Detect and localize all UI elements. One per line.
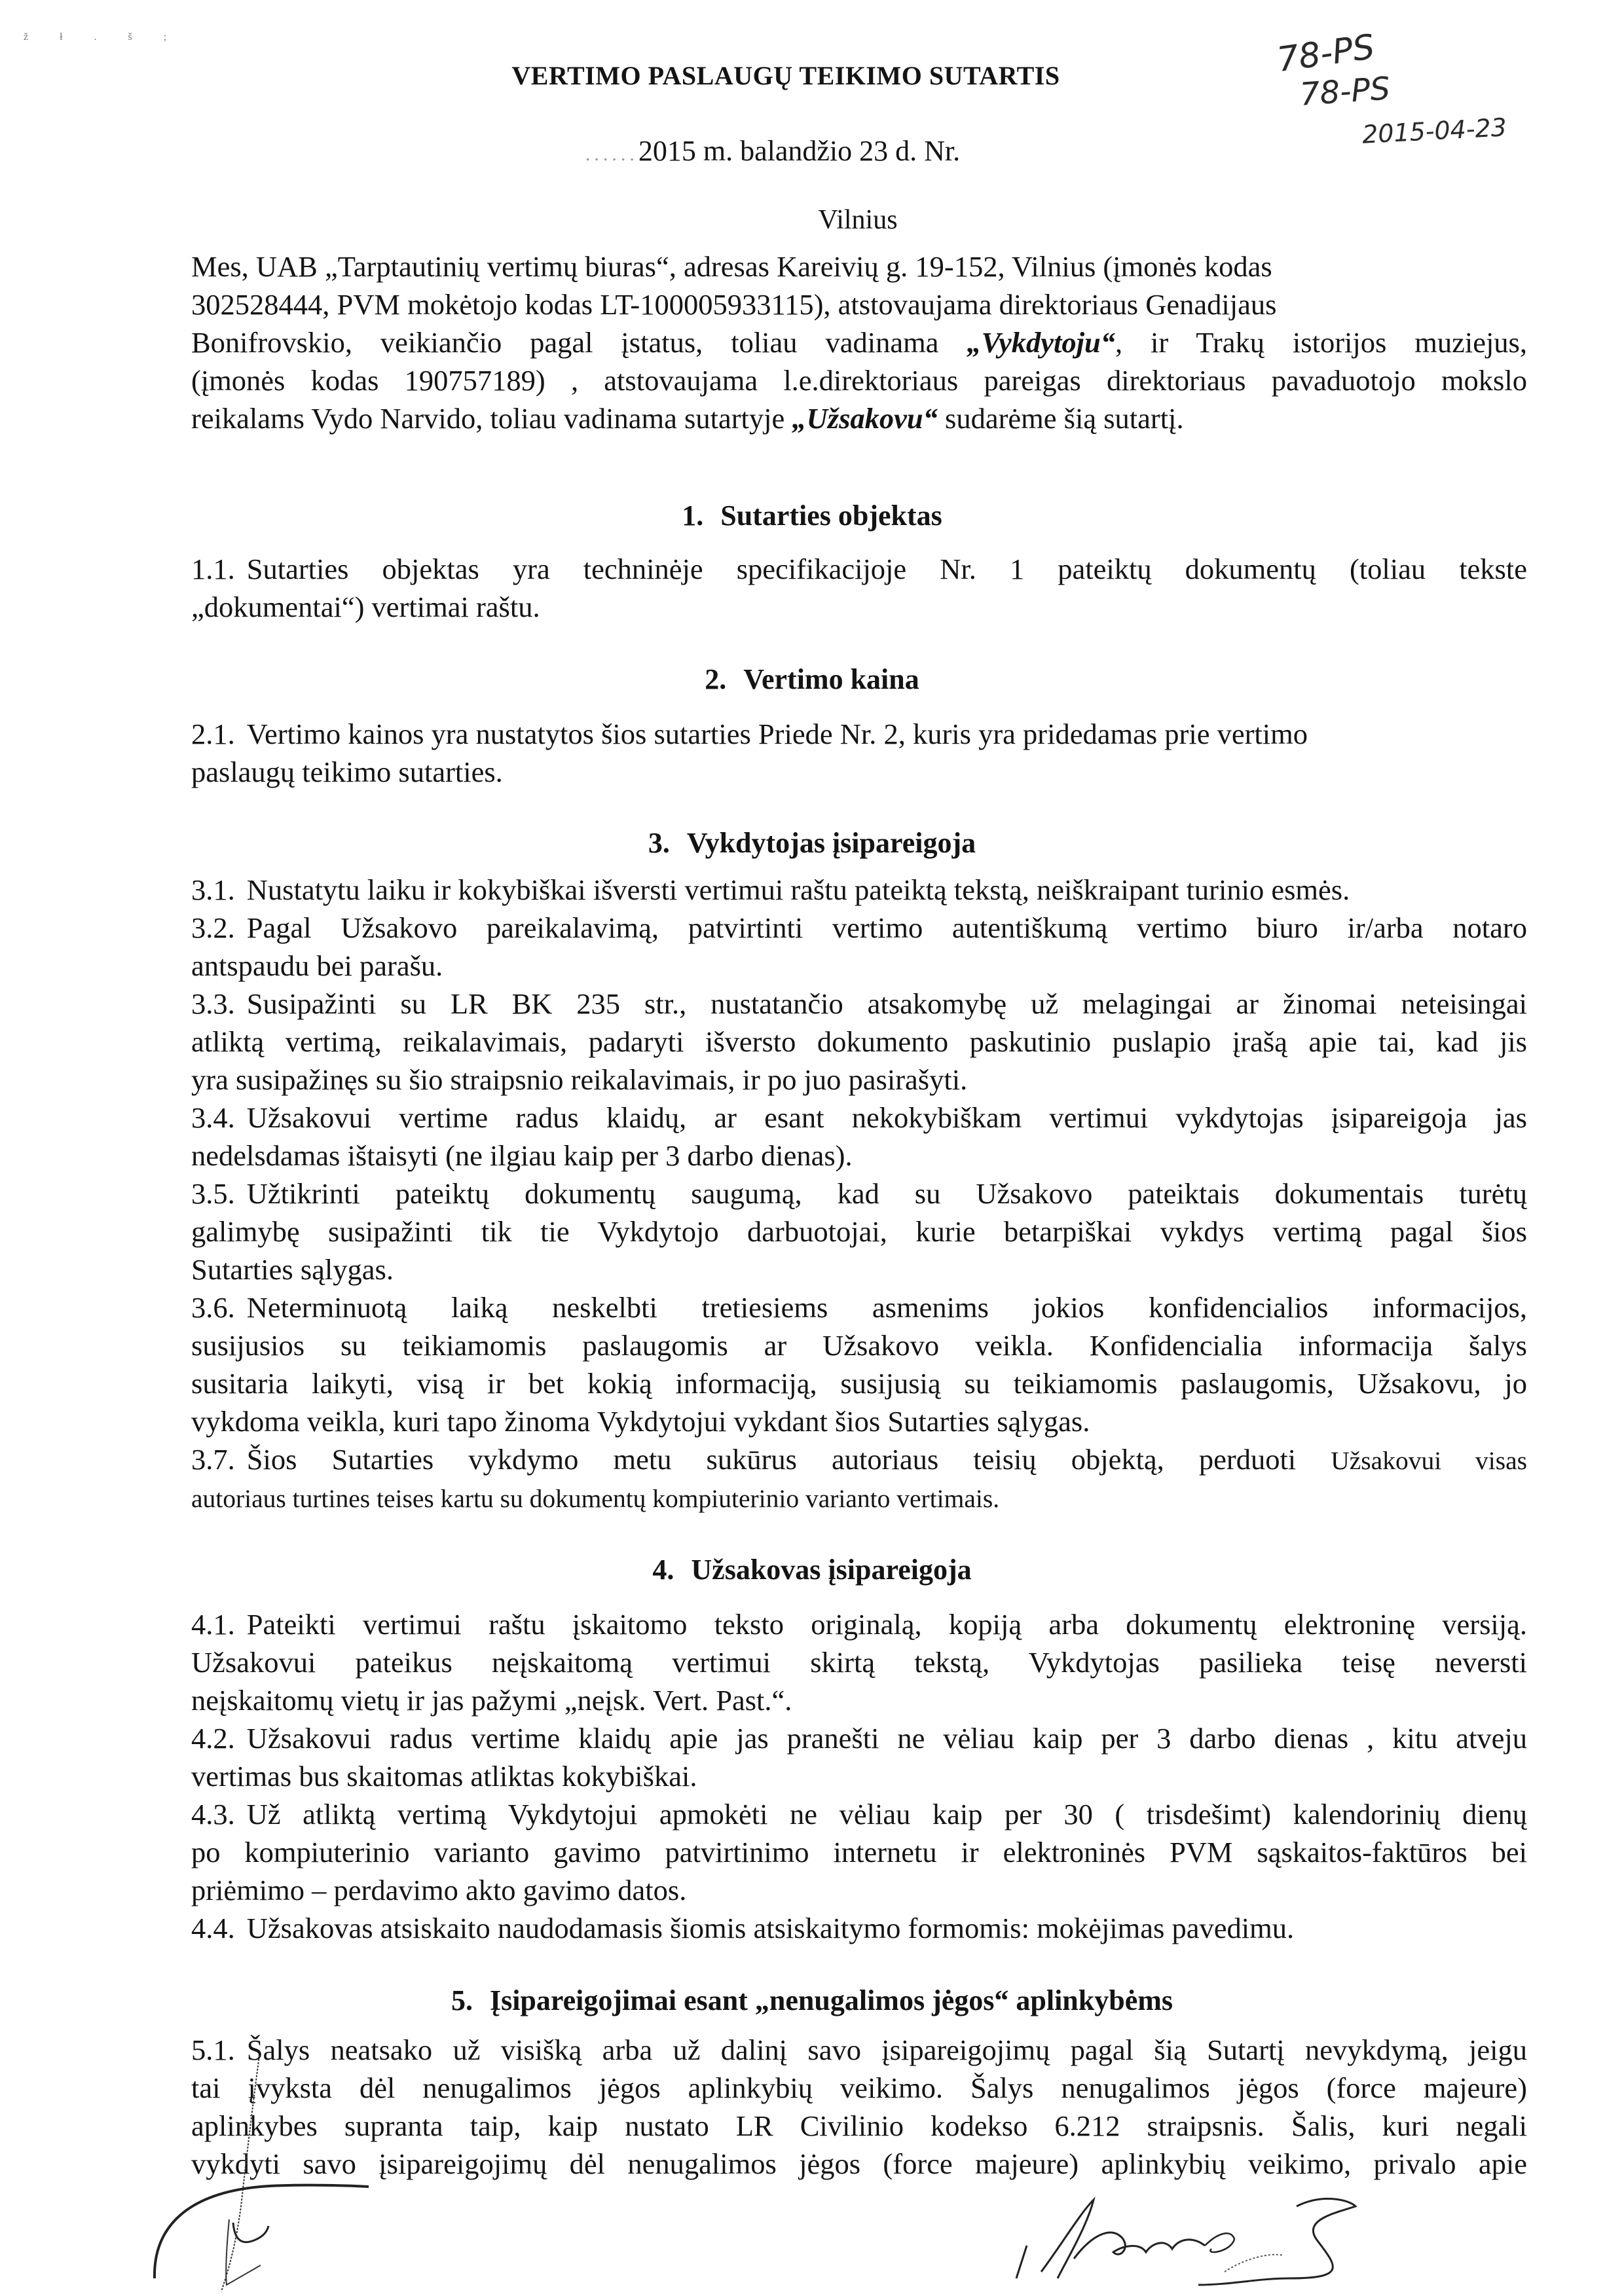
item-3-5: 3.5. Užtikrinti pateiktų dokumentų saugumą, kad su Užsakovo pateiktais dokumentais turėtų xyxy=(191,1177,1527,1210)
right-signature xyxy=(1008,2187,1401,2291)
contract-date-line xyxy=(0,134,1624,168)
section-2-heading: 2. Vertimo kaina xyxy=(705,663,919,695)
preamble-line: Mes, UAB „Tarptautinių vertimų biuras“, adresas Kareivių g. 19-152, Vilnius (įmonės kodas xyxy=(191,250,1272,283)
item-3-7: 3.7. Šios Sutarties vykdymo metu sukūrus autoriaus teisių objektą, perduoti Užsakovui visas xyxy=(191,1443,1528,1476)
client-term: „Užsakovu“ xyxy=(792,402,938,435)
section-3-items: 3.1. Nustatytu laiku ir kokybiškai išversti vertimui raštu pateiktą tekstą, neiškraipant turinio esmės. 3.2. Pagal Užsakovo pareikalavimą, patvirtinti vertimo autentiškumą vertimo biuro ir/arba notaro antspaudu bei parašu. 3.3. Susipažinti su LR BK 235 str., nustatančio atsakomybę už melagingai ar žinomai neteisingai atliktą vertimą, reikalavimais, padaryti išversto dokumento paskutinio puslapio įrašą apie tai, kad jis yra susipažinęs su šio straipsnio reikalavimais, ir po juo pasirašyti. 3.4. Užsakovui vertime radus klaidų, ar esant nekokybiškam vertimui vykdytojas įsipareigoja jas nedelsdamas ištaisyti (ne ilgiau kaip per 3 darbo dienas). 3.5. Užtikrinti pateiktų dokumentų saugumą, kad su Užsakovo pateiktais dokumentais turėtų galimybę susipažinti tik tie Vykdytojo darbuotojai, kurie betarpiškai vykdys vertimą pagal šios Sutarties sąlygas. 3.6. Neterminuotą laiką neskelbti tretiesiems asmenims jokios konfidencialios informacijos, susijusios su teikiamomis paslaugomis ar Užsakovo veikla. Konfidencialia informacija šalys susitaria laikyti, visą ir bet kokią informaciją, susijusią su teikiamomis paslaugomis, Užsakovu, jo vykdoma veikla, kuri tapo žinoma Vykdytojui vykdant šios Sutarties sąlygas. 3.7. Šios Sutarties vykdymo metu sukūrus autoriaus teisių objektą, perduoti Užsakovui visas autoriaus turtines teises kartu su dokumentų kompiuterinio varianto vertimais. xyxy=(191,871,1527,1518)
date-prefix-dots: ...... xyxy=(585,143,638,165)
section-5-heading: 5. Įsipareigojimai esant „nenugalimos jėgos“ aplinkybėms xyxy=(451,1984,1173,2016)
section-1-heading: 1. Sutarties objektas xyxy=(682,500,942,532)
section-5-items: 5.1. Šalys neatsako už visišką arba už dalinį savo įsipareigojimų pagal šią Sutartį nevykdymą, jeigu tai įvyksta dėl nenugalimos jėgos aplinkybių veikimo. Šalys nenugalimos jėgos (force majeure) aplinkybes supranta taip, kaip nustato LR Civilinio kodekso 6.212 straipsnis. Šalis, kuri negali vykdyti savo įsipareigojimų dėl nenugalimos jėgos (force majeure) aplinkybių veikimo, privalo apie xyxy=(191,2031,1527,2183)
handwritten-registration-number: 78-PS xyxy=(1274,27,1377,81)
left-signature xyxy=(149,2056,372,2296)
preamble-line: Bonifrovskio, veikiančio pagal įstatus, toliau vadinama „Vykdytoju“, ir Trakų istorijos muziejus, xyxy=(191,326,1528,359)
handwritten-registration-date: 2015-04-23 xyxy=(1361,113,1507,149)
contract-city: Vilnius xyxy=(818,205,898,235)
item-4-1: 4.1. Pateikti vertimui raštu įskaitomo teksto originalą, kopiją arba dokumentų elektroninę versiją. xyxy=(191,1608,1527,1641)
item-3-3: 3.3. Susipažinti su LR BK 235 str., nustatančio atsakomybę už melagingai ar žinomai neteisingai xyxy=(191,987,1527,1020)
section-2-item-2-1: 2.1. Vertimo kainos yra nustatytos šios sutarties Priede Nr. 2, kuris yra pridedamas prie vertimo paslaugų teikimo sutarties. xyxy=(191,718,1308,788)
section-4-heading: 4. Užsakovas įsipareigoja xyxy=(652,1554,972,1586)
item-4-2: 4.2. Užsakovui radus vertime klaidų apie jas pranešti ne vėliau kaip per 3 darbo dienas , kitu atveju xyxy=(191,1722,1527,1755)
item-5-1: 5.1. Šalys neatsako už visišką arba už dalinį savo įsipareigojimų pagal šią Sutartį nevykdymą, jeigu xyxy=(191,2033,1527,2066)
item-4-3: 4.3. Už atliktą vertimą Vykdytojui apmokėti ne vėliau kaip per 30 ( trisdešimt) kalendorinių dienų xyxy=(191,1798,1527,1831)
section-3-heading: 3. Vykdytojas įsipareigoja xyxy=(648,827,976,859)
item-4-4: 4.4. Užsakovas atsiskaito naudodamasis šiomis atsiskaitymo formomis: mokėjimas pavedimu. xyxy=(191,1912,1295,1944)
section-1-item-1-1: 1.1. Sutarties objektas yra techninėje specifikacijoje Nr. 1 pateiktų dokumentų (toliau tekste „dokumentai“) vertimai raštu. xyxy=(191,553,1527,623)
preamble-paragraph xyxy=(191,247,1527,437)
preamble-line: reikalams Vydo Narvido, toliau vadinama sutartyje „Užsakovu“ sudarėme šią sutartį. xyxy=(191,402,1184,435)
contract-date: 2015 m. balandžio 23 d. Nr. xyxy=(638,135,961,167)
document-title: VERTIMO PASLAUGŲ TEIKIMO SUTARTIS xyxy=(511,61,1060,90)
item-3-4: 3.4. Užsakovui vertime radus klaidų, ar esant nekokybiškam vertimui vykdytojas įsipareigoja jas xyxy=(191,1101,1527,1134)
section-4-items: 4.1. Pateikti vertimui raštu įskaitomo teksto originalą, kopiją arba dokumentų elektroninę versiją. Užsakovui pateikus neįskaitomą vertimui skirtą tekstą, Vykdytojas pasilieka teisę neversti neįskaitomų vietų ir jas pažymi „neįsk. Vert. Past.“. 4.2. Užsakovui radus vertime klaidų apie jas pranešti ne vėliau kaip per 3 darbo dienas , kitu atveju vertimas bus skaitomas atliktas kokybiškai. 4.3. Už atliktą vertimą Vykdytojui apmokėti ne vėliau kaip per 30 ( trisdešimt) kalendorinių dienų po kompiuterinio varianto gavimo patvirtinimo internetu ir elektroninės PVM sąskaitos-faktūros bei priėmimo – perdavimo akto gavimo datos. 4.4. Užsakovas atsiskaito naudodamasis šiomis atsiskaitymo formomis: mokėjimas pavedimu. xyxy=(191,1605,1527,1947)
item-3-6: 3.6. Neterminuotą laiką neskelbti tretiesiems asmenims jokios konfidencialios informacijos, xyxy=(191,1291,1527,1324)
preamble-line: 302528444, PVM mokėtojo kodas LT-100005933115), atstovaujama direktoriaus Genadijaus xyxy=(191,288,1277,321)
item-3-1: 3.1. Nustatytu laiku ir kokybiškai išversti vertimui raštu pateiktą tekstą, neiškraipant turinio esmės. xyxy=(191,873,1350,906)
scanner-marks: ž ł . š ; xyxy=(24,31,181,43)
item-3-2: 3.2. Pagal Užsakovo pareikalavimą, patvirtinti vertimo autentiškumą vertimo biuro ir/arba notaro xyxy=(191,911,1527,944)
executor-term: „Vykdytoju“ xyxy=(967,326,1115,359)
handwritten-registration-number-2: 78-PS xyxy=(1299,70,1392,113)
preamble-line: (įmonės kodas 190757189) , atstovaujama l.e.direktoriaus pareigas direktoriaus pavaduotojo mokslo xyxy=(191,364,1527,397)
